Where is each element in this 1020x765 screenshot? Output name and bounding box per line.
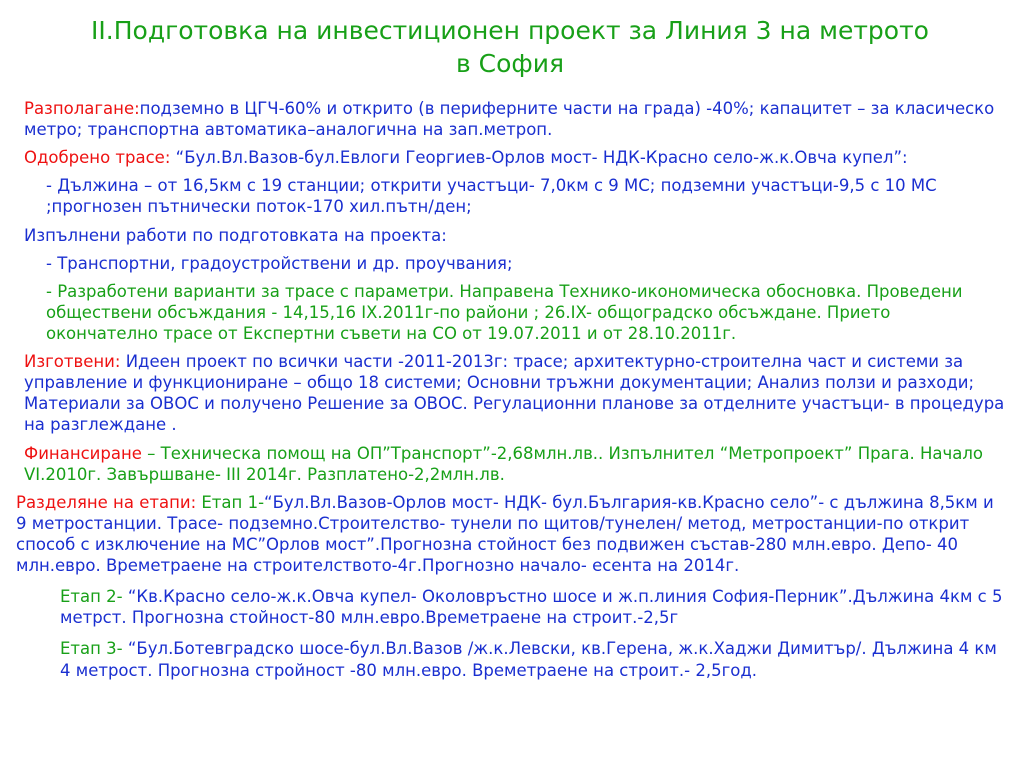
label-razpolagane: Разполагане:	[24, 99, 140, 118]
paragraph-odobreno-trase	[16, 147, 1006, 168]
paragraph-etap2	[16, 586, 1006, 628]
label-etap2: Етап 2-	[60, 587, 123, 607]
slide-body	[0, 80, 1020, 681]
label-izgotveni: Изготвени:	[24, 352, 121, 372]
text-finansirane: – Техническа помощ на ОП”Транспорт”-2,68млн.лв.. Изпълнител “Метропроект” Прага. Начало VI.2010г. Завършване- III 2014г. Разплатено-2,2млн.лв.	[24, 443, 983, 484]
paragraph-izgotveni	[16, 351, 1006, 435]
text-izgotveni: Идеен проект по всички части -2011-2013г: трасе; архитектурно-строителна част и системи за управление и функциониране – общо 18 системи; Основни тръжни документации; Анализ ползи и разходи; Материали за ОВОС и получено Решение за ОВОС. Регулационни планове за отделните участъци- в процедура на разглеждане .	[24, 352, 1005, 435]
paragraph-razpolagane	[16, 98, 1006, 140]
paragraph-razraboteni: - Разработени варианти за трасе с параметри. Направена Технико-икономическа обосновка. Проведени обществени обсъждания - 14,15,16 IX.2011г-по райони ; 26.IX- общоградско обсъждане. Прието окончателно трасе от Експертни съвети на СО от 19.07.2011 и от 28.10.2011г.	[46, 281, 963, 343]
label-odobreno-trase: Одобрено трасе:	[24, 148, 171, 168]
text-razpolagane: подземно в ЦГЧ-60% и открито (в периферните части на града) -40%; капацитет – за класическо метро; транспортна автоматика–аналогична на зап.метроп.	[24, 99, 995, 140]
label-etap1: Етап 1-	[196, 492, 265, 512]
paragraph-prouchvania: - Транспортни, градоустройствени и др. проучвания;	[46, 253, 513, 273]
paragraph-finansirane	[16, 443, 1006, 485]
paragraph-dalzhina: - Дължина – от 16,5км с 19 станции; открити участъци- 7,0км с 9 МС; подземни участъци-9,5 с 10 МС ;прогнозен пътнически поток-170 хил.пътн/ден;	[46, 176, 937, 217]
text-etap1: “Бул.Вл.Вазов-Орлов мост- НДК- бул.България-кв.Красно село”- с дължина 8,5км и 9 метростанции. Трасе- подземно.Строителство- тунели по щитов/тунелен/ метод, метростанции-по открит способ с изключение на МС”Орлов мост”.Прогнозна стойност без подвижен състав-280 млн.евро. Депо- 40 млн.евро. Времетраене на строителството-4г.Прогнозно начало- есента на 2014г.	[16, 492, 994, 576]
label-finansirane: Финансиране	[24, 443, 142, 463]
label-razdelyane: Разделяне на етапи:	[16, 492, 197, 512]
paragraph-etap3	[16, 638, 1006, 680]
text-etap2: “Кв.Красно село-ж.к.Овча купел- Околовръстно шосе и ж.п.линия София-Перник”.Дължина 4км с 5 метрст. Прогнозна стойност-80 млн.евро.Времетраене на строит.-2,5г	[60, 587, 1003, 628]
paragraph-razdelyane	[16, 492, 1006, 576]
text-etap3: “Бул.Ботевградско шосе-бул.Вл.Вазов /ж.к.Левски, кв.Герена, ж.к.Хаджи Димитър/. Дължина 4 км 4 метрост. Прогнозна стройност -80 млн.евро. Времетраене на строит.- 2,5год.	[60, 639, 997, 680]
text-odobreno-trase: “Бул.Вл.Вазов-бул.Евлоги Георгиев-Орлов мост- НДК-Красно село-ж.к.Овча купел”:	[170, 148, 908, 168]
paragraph-izpalneni-raboti: Изпълнени работи по подготовката на проекта:	[24, 225, 447, 245]
page-title: II.Подготовка на инвестиционен проект за Линия 3 на метрото в София	[91, 16, 929, 78]
label-etap3: Етап 3-	[60, 639, 123, 659]
